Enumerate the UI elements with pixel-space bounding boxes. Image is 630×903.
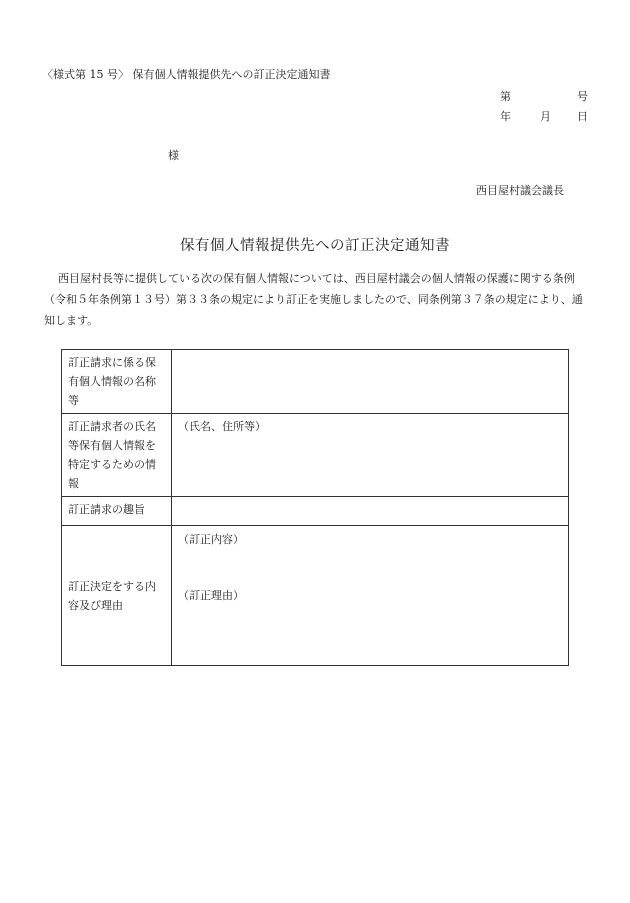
row-value-purpose <box>172 497 569 526</box>
row-label-requester: 訂正請求者の氏名等保有個人情報を特定するための情報 <box>62 414 172 497</box>
row-value-decision <box>172 526 569 666</box>
addressee: 様 <box>168 149 179 162</box>
document-number-prefix: 第 <box>500 90 511 103</box>
row-label-purpose: 訂正請求の趣旨 <box>62 497 172 526</box>
document-number-suffix: 号 <box>577 90 588 103</box>
row-label-decision: 訂正決定をする内容及び理由 <box>62 526 172 666</box>
table-row <box>62 497 569 526</box>
date-year: 年 <box>500 110 511 123</box>
table-row <box>62 526 569 666</box>
correction-content-label: （訂正内容） <box>178 533 244 546</box>
correction-reason-label: （訂正理由） <box>178 589 244 602</box>
document-title: 保有個人情報提供先への訂正決定通知書 <box>180 238 450 254</box>
row-label-info-name: 訂正請求に係る保有個人情報の名称等 <box>62 350 172 414</box>
date-day: 日 <box>577 110 588 123</box>
row-value-requester: （氏名、住所等） <box>172 414 569 497</box>
table-row <box>62 414 569 497</box>
notice-table <box>61 349 569 666</box>
date-month: 月 <box>540 110 551 123</box>
body-paragraph: 西目屋村長等に提供している次の保有個人情報については、西目屋村議会の個人情報の保護に関する条例（令和５年条例第１３号）第３３条の規定により訂正を実施しましたので、同条例第３７条の規定により、通知します。 <box>44 272 583 327</box>
table-row <box>62 350 569 414</box>
row-value-info-name <box>172 350 569 414</box>
form-number: 〈様式第 15 号〉 保有個人情報提供先への訂正決定通知書 <box>42 68 331 81</box>
sender: 西目屋村議会議長 <box>476 184 564 197</box>
